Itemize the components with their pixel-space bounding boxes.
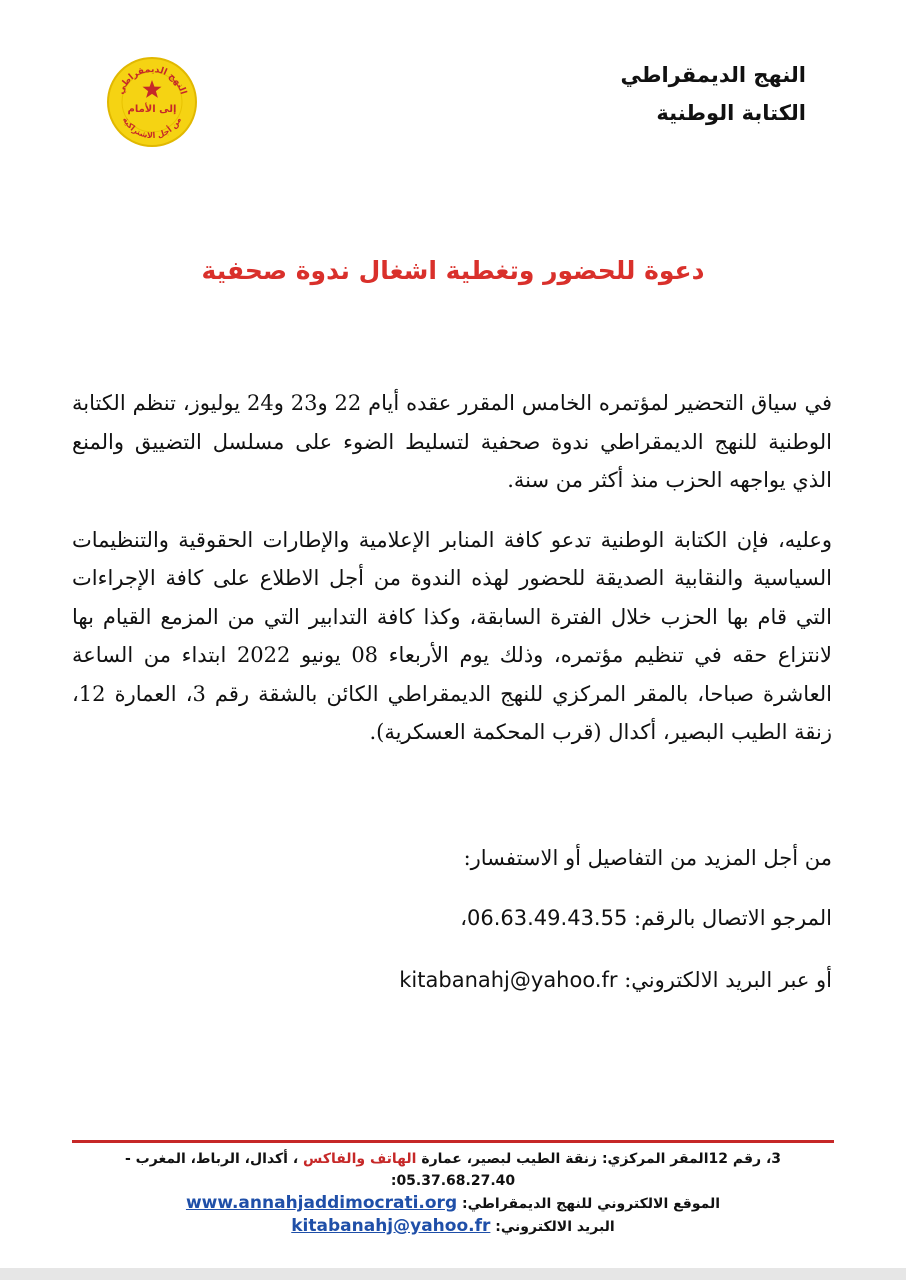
logo-top-text: النهج الديمقراطي bbox=[116, 64, 188, 96]
phone-label: المرجو الاتصال بالرقم: bbox=[634, 906, 832, 930]
footer-email-link[interactable]: kitabanahj@yahoo.fr bbox=[291, 1216, 491, 1236]
footer-phone-fax: :05.37.68.27.40 bbox=[390, 1173, 516, 1189]
party-logo bbox=[106, 56, 198, 148]
letter-body bbox=[72, 384, 832, 773]
footer bbox=[100, 1148, 806, 1238]
contact-phone-line bbox=[72, 902, 832, 934]
email-address[interactable]: kitabanahj@yahoo.fr bbox=[399, 968, 618, 992]
footer-address-a: ، أكدال، الرباط، المغرب - bbox=[124, 1151, 299, 1167]
contact-email-line bbox=[72, 964, 832, 996]
logo-center-text: إلى الأمام bbox=[127, 104, 177, 115]
bottom-scroll-strip bbox=[0, 1268, 906, 1280]
footer-website-label: الموقع الالكتروني للنهج الديمقراطي: bbox=[461, 1196, 721, 1212]
paragraph-invitation: وعليه، فإن الكتابة الوطنية تدعو كافة المنابر الإعلامية والإطارات الحقوقية والتنظيمات السياسية والنقابية الصديقة للحضور لهذه الندوة من أجل الاطلاع على كافة الإجراءات التي قام بها الحزب خلال الفترة السابقة، وكذا كافة التدابير التي من المزمع القيام بها لانتزاع حقه في تنظيم مؤتمره، وذلك يوم الأربعاء 08 يونيو 2022 ابتداء من الساعة العاشرة صباحا، بالمقر المركزي للنهج الديمقراطي الكائن بالشقة رقم 3، العمارة 12، زنقة الطيب البصير، أكدال (قرب المحكمة العسكرية). bbox=[72, 527, 832, 744]
letter-title: دعوة للحضور وتغطية اشغال ندوة صحفية bbox=[201, 256, 705, 285]
footer-website-line bbox=[100, 1192, 806, 1215]
phone-number[interactable]: 06.63.49.43.55 bbox=[467, 906, 628, 930]
footer-website-link[interactable]: www.annahjaddimocrati.org bbox=[185, 1193, 458, 1213]
logo-bottom-text: من أجل الاشتراكية bbox=[120, 115, 184, 141]
paragraph-context: في سياق التحضير لمؤتمره الخامس المقرر عقده أيام 22 و23 و24 يوليوز، تنظم الكتابة الوطنية للنهج الديمقراطي ندوة صحفية لتسليط الضوء على مسلسل التضييق والمنع الذي يواجهه الحزب منذ أكثر من سنة. bbox=[72, 391, 833, 492]
party-logo-emblem bbox=[106, 56, 198, 148]
footer-divider bbox=[72, 1140, 834, 1143]
org-header bbox=[486, 56, 806, 132]
email-label: أو عبر البريد الالكتروني: bbox=[624, 968, 832, 992]
footer-email-line bbox=[100, 1215, 806, 1238]
footer-address-b: 3، رقم 12المقر المركزي: زنقة الطيب لبصير، عمارة bbox=[421, 1151, 782, 1167]
footer-address-line bbox=[100, 1148, 806, 1170]
org-name: النهج الديمقراطي bbox=[620, 63, 806, 87]
footer-email-label: البريد الالكتروني: bbox=[495, 1219, 615, 1235]
footer-phone-fax-label: الهاتف والفاكس bbox=[303, 1151, 417, 1167]
phone-suffix: ، bbox=[460, 906, 468, 930]
contact-intro: من أجل المزيد من التفاصيل أو الاستفسار: bbox=[463, 846, 832, 870]
org-department: الكتابة الوطنية bbox=[656, 101, 806, 125]
